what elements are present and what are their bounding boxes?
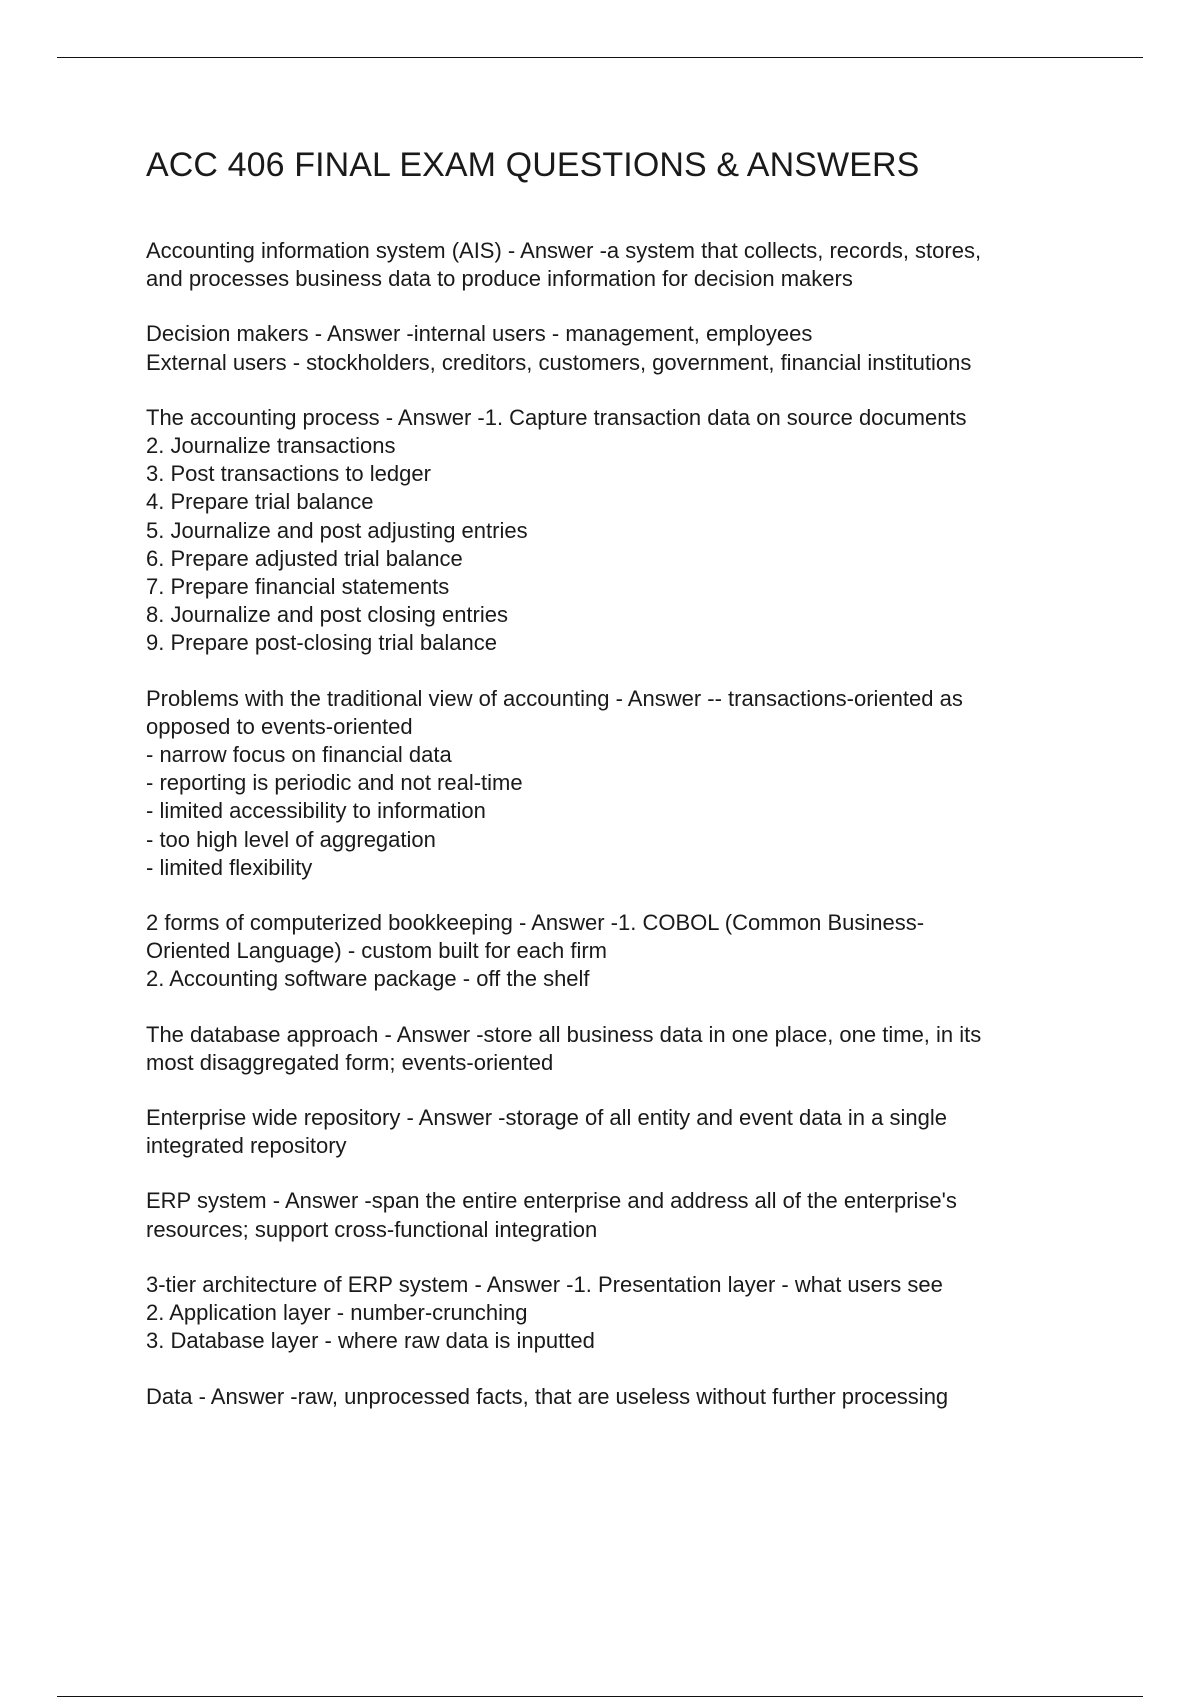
qa-entry-data: Data - Answer -raw, unprocessed facts, that are useless without further processing (146, 1383, 949, 1409)
qa-entry-accounting-process: The accounting process - Answer -1. Capture transaction data on source documents 2. Journalize transactions 3. Post transactions to ledger 4. Prepare trial balance 5. Journalize and post adjusting entries 6. Prepare adjusted trial balance 7. Prepare financial statements 8. Journalize and post closing entries 9. Prepare post-closing trial balance (146, 404, 967, 656)
bottom-rule (57, 1696, 1143, 1697)
qa-entry-computerized-bookkeeping: 2 forms of computerized bookkeeping - Answer -1. COBOL (Common Business- Oriented Language) - custom built for each firm 2. Accounting software package - off the shelf (146, 910, 925, 992)
qa-entry-traditional-problems: Problems with the traditional view of accounting - Answer -- transactions-oriented as opposed to events-oriented - narrow focus on financial data - reporting is periodic and not real-time - limited accessibility to information - too high level of aggregation - limited flexibility (146, 685, 963, 880)
qa-entry-enterprise-repository: Enterprise wide repository - Answer -storage of all entity and event data in a single integrated repository (146, 1105, 947, 1159)
page-content (146, 143, 1106, 1438)
page-title: ACC 406 FINAL EXAM QUESTIONS & ANSWERS (146, 146, 920, 184)
qa-entry-erp-system: ERP system - Answer -span the entire enterprise and address all of the enterprise's resources; support cross-functional integration (146, 1188, 957, 1242)
qa-entry-erp-architecture: 3-tier architecture of ERP system - Answer -1. Presentation layer - what users see 2. Application layer - number-crunching 3. Database layer - where raw data is inputted (146, 1271, 943, 1354)
qa-list (146, 237, 1106, 1411)
qa-entry-ais: Accounting information system (AIS) - Answer -a system that collects, records, stores, and processes business data to produce information for decision makers (146, 238, 982, 292)
top-rule (57, 57, 1143, 58)
qa-entry-database-approach: The database approach - Answer -store all business data in one place, one time, in its most disaggregated form; events-oriented (146, 1021, 982, 1075)
qa-entry-decision-makers: Decision makers - Answer -internal users - management, employees External users - stockholders, creditors, customers, government, financial institutions (146, 321, 972, 375)
